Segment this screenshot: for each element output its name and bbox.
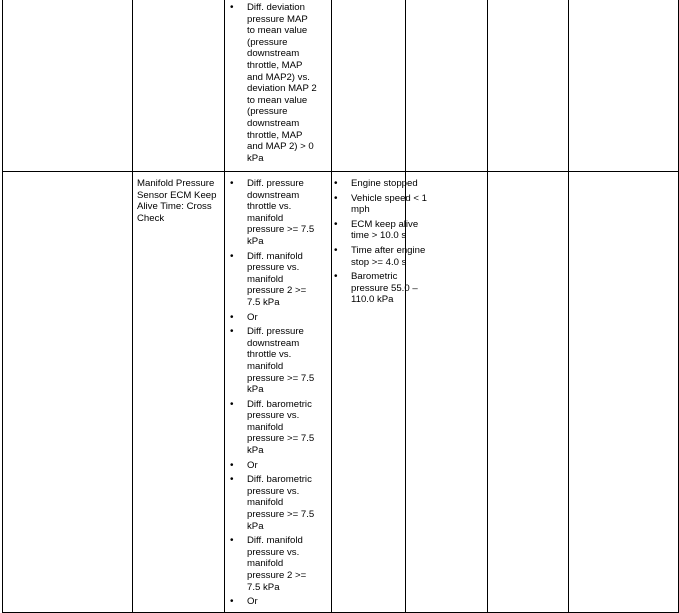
table-cell <box>569 172 679 613</box>
conditions-cell <box>332 0 406 172</box>
table-row <box>3 0 679 172</box>
list-item: • Diff. barometric pressure vs. manifold pressure >= 7.5 kPa <box>247 474 317 532</box>
list-item: • Diff. barometric pressure vs. manifold pressure >= 7.5 kPa <box>247 399 317 457</box>
list-item: • Diff. manifold pressure vs. manifold pressure 2 >= 7.5 kPa <box>247 251 317 309</box>
table-cell <box>488 172 569 613</box>
diagnostic-table <box>2 0 679 613</box>
conditions-cell <box>332 172 428 613</box>
list-item: • Diff. deviation pressure MAP to mean value (pressure downstream throttle, MAP and MAP2) vs. deviation MAP 2 to mean value (pressure downstream throttle, MAP and MAP 2) > 0 kPa <box>247 2 317 164</box>
list-item: • Or <box>247 596 317 608</box>
table-cell <box>3 172 133 613</box>
criteria-list <box>225 178 317 608</box>
system-name-cell <box>133 0 225 172</box>
system-name-cell <box>133 172 225 613</box>
system-name: Manifold Pressure Sensor ECM Keep Alive Time: Cross Check <box>137 178 217 224</box>
list-item: • Diff. manifold pressure vs. manifold pressure 2 >= 7.5 kPa <box>247 535 317 593</box>
table-cell <box>569 0 679 172</box>
list-item: • Diff. pressure downstream throttle vs. manifold pressure >= 7.5 kPa <box>247 178 317 248</box>
list-item: • Or <box>247 312 317 324</box>
list-item: • Time after engine stop >= 4.0 s <box>351 245 435 268</box>
criteria-cell <box>225 0 332 172</box>
table-cell <box>406 0 488 172</box>
criteria-list <box>225 2 317 164</box>
list-item: • Engine stopped <box>351 178 435 190</box>
list-item: • Barometric pressure 55.0 – 110.0 kPa <box>351 271 435 306</box>
list-item: • ECM keep alive time > 10.0 s <box>351 219 435 242</box>
list-item: • Diff. pressure downstream throttle vs. manifold pressure >= 7.5 kPa <box>247 326 317 396</box>
list-item: • Vehicle speed < 1 mph <box>351 193 435 216</box>
criteria-cell <box>225 172 332 613</box>
list-item: • Or <box>247 460 317 472</box>
table-cell <box>488 0 569 172</box>
table-cell <box>3 0 133 172</box>
table-row <box>3 172 679 613</box>
